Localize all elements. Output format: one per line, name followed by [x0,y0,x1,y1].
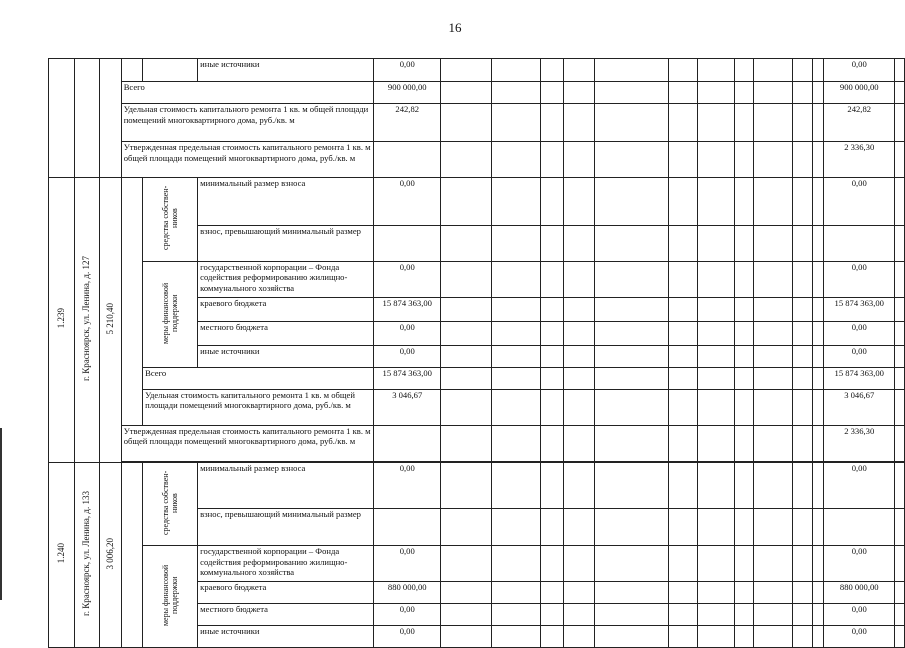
min-contribution-label: минимальный размер взноса [198,462,374,508]
entry-address: г. Красноярск, ул. Ленина, д. 127 [74,178,100,463]
min-contribution-value: 0,00 [374,462,441,508]
regional-budget-value: 880 000,00 [374,582,441,604]
other-sources-label: иные источники [198,345,374,367]
min-contribution-value: 0,00 [374,178,441,226]
total-label: Всего [121,82,374,104]
prev-group-cell [121,59,142,82]
source-label: иные источники [198,59,374,82]
corp-fund-value: 0,00 [374,261,441,297]
entry-total-sum: 15 874 363,00 [824,367,895,389]
total-sum: 900 000,00 [824,82,895,104]
prev-subgroup-cell [143,59,198,82]
min-contribution-total: 0,00 [824,178,895,226]
entry-limit-total: 2 336,30 [824,425,895,461]
local-budget-value: 0,00 [374,604,441,626]
min-contribution-total: 0,00 [824,462,895,508]
local-budget-total: 0,00 [824,604,895,626]
financial-support-group: меры финансовой поддержки [143,546,198,648]
limit-total: 2 336,30 [824,142,895,178]
prev-num-cell [49,59,75,178]
local-budget-total: 0,00 [824,321,895,345]
excess-contribution-label: взнос, превышающий минимальный размер [198,225,374,261]
local-budget-label: местного бюджета [198,321,374,345]
financial-support-group: меры финансовой поддержки [143,261,198,367]
min-contribution-label: минимальный размер взноса [198,178,374,226]
entry-total-label: Всего [143,367,374,389]
regional-budget-total: 15 874 363,00 [824,297,895,321]
unit-cost-label: Удельная стоимость капитального ремонта 1 кв. м общей площади помещений многоквартирного дома, руб./кв. м [121,104,374,142]
entry-spacer [121,462,142,648]
source-total: 0,00 [824,59,895,82]
page-number: 16 [448,20,462,35]
other-sources-total: 0,00 [824,626,895,648]
other-sources-value: 0,00 [374,345,441,367]
regional-budget-value: 15 874 363,00 [374,297,441,321]
local-budget-value: 0,00 [374,321,441,345]
owners-funds-group: средства собствен-ников [143,178,198,262]
entry-limit-label: Утвержденная предельная стоимость капитального ремонта 1 кв. м общей площади помещений многоквартирного дома, руб./кв. м [121,425,374,461]
entry-total-value: 15 874 363,00 [374,367,441,389]
owners-funds-group: средства собствен-ников [143,462,198,546]
corp-fund-total: 0,00 [824,261,895,297]
unit-cost-value: 242,82 [374,104,441,142]
entry-number: 1.240 [49,462,75,648]
entry-unit-cost-label: Удельная стоимость капитального ремонта 1 кв. м общей площади помещений многоквартирного дома, руб./кв. м [143,389,374,425]
entry-unit-cost-total: 3 046,67 [824,389,895,425]
capital-repair-table [48,58,905,648]
entry-address: г. Красноярск, ул. Ленина, д. 133 [74,462,100,648]
entry-area: 3 006,20 [100,462,122,648]
corp-fund-label: государственной корпорации – Фонда содействия реформированию жилищно-коммунального хозяйства [198,261,374,297]
entry-area: 5 210,40 [100,178,122,463]
prev-address-cell [74,59,100,178]
prev-area-cell [100,59,122,178]
entry-spacer [121,178,142,426]
corp-fund-value: 0,00 [374,546,441,582]
regional-budget-total: 880 000,00 [824,582,895,604]
other-sources-total: 0,00 [824,345,895,367]
regional-budget-label: краевого бюджета [198,582,374,604]
scan-edge-mark [0,428,2,600]
other-sources-label: иные источники [198,626,374,648]
source-value: 0,00 [374,59,441,82]
local-budget-label: местного бюджета [198,604,374,626]
corp-fund-label: государственной корпорации – Фонда содействия реформированию жилищно-коммунального хозяйства [198,546,374,582]
limit-label: Утвержденная предельная стоимость капитального ремонта 1 кв. м общей площади помещений многоквартирного дома, руб./кв. м [121,142,374,178]
regional-budget-label: краевого бюджета [198,297,374,321]
unit-cost-total: 242,82 [824,104,895,142]
excess-contribution-label: взнос, превышающий минимальный размер [198,508,374,545]
total-value: 900 000,00 [374,82,441,104]
entry-unit-cost-value: 3 046,67 [374,389,441,425]
entry-number: 1.239 [49,178,75,463]
corp-fund-total: 0,00 [824,546,895,582]
other-sources-value: 0,00 [374,626,441,648]
